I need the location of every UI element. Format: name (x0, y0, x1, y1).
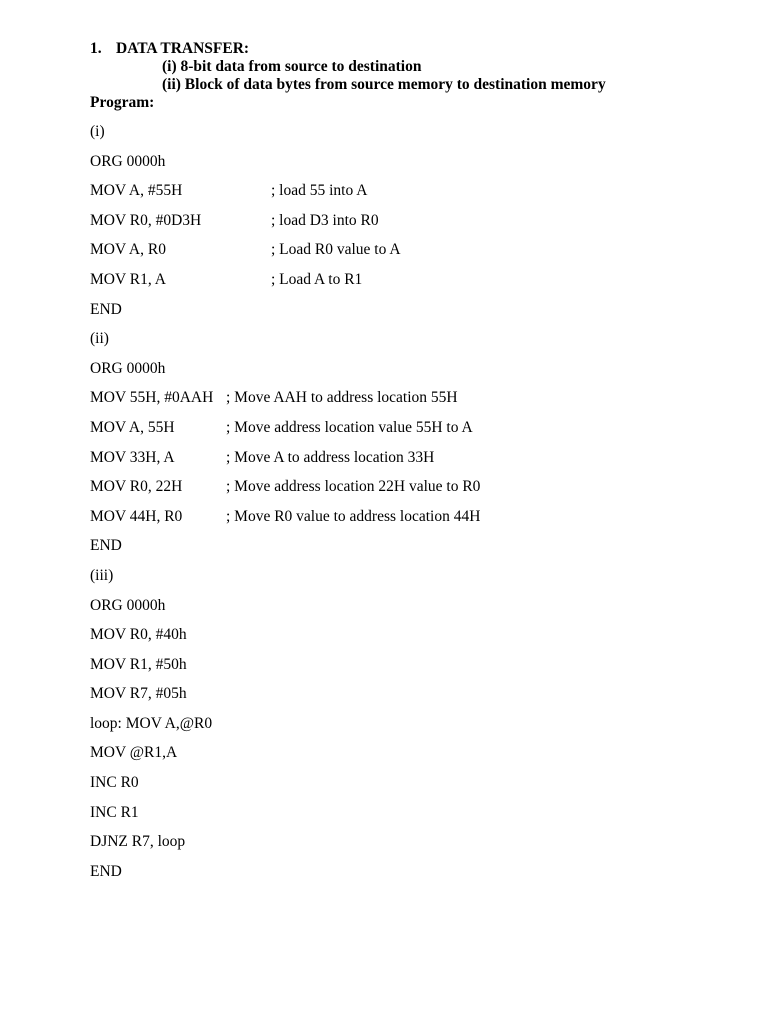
instruction: INC R1 (90, 803, 139, 821)
program-i-label: (i) (90, 123, 105, 140)
section-title: DATA TRANSFER: (116, 40, 250, 57)
comment: ; Load R0 value to A (271, 241, 401, 259)
code-line (90, 443, 730, 473)
instruction: MOV R1, #50h (90, 655, 187, 673)
instruction: INC R0 (90, 774, 139, 792)
instruction: MOV A, #55H (90, 182, 183, 200)
code-line (90, 383, 730, 413)
instruction: MOV R0, #40h (90, 626, 187, 644)
program-listing (90, 117, 730, 886)
program-label: Program: (90, 94, 155, 111)
comment: ; Move address location 22H value to R0 (226, 478, 481, 496)
program-ii-end: END (90, 537, 122, 555)
code-line (90, 827, 730, 857)
code-line (90, 738, 730, 768)
instruction: MOV 33H, A (90, 448, 175, 466)
comment: ; Load A to R1 (271, 270, 363, 288)
instruction: MOV R1, A (90, 270, 166, 288)
instruction: MOV R7, #05h (90, 685, 187, 703)
comment: ; Move A to address location 33H (226, 448, 435, 466)
code-line (90, 620, 730, 650)
instruction: loop: MOV A,@R0 (90, 714, 213, 732)
program-ii-label: (ii) (90, 330, 109, 348)
instruction: DJNZ R7, loop (90, 833, 186, 851)
code-line (90, 472, 730, 502)
instruction: MOV @R1,A (90, 744, 178, 762)
program-iii-org: ORG 0000h (90, 596, 166, 614)
code-line (90, 265, 730, 295)
section-heading (90, 40, 249, 58)
code-line (90, 502, 730, 532)
code-line (90, 176, 730, 206)
program-i-org: ORG 0000h (90, 152, 166, 170)
instruction: MOV R0, #0D3H (90, 211, 202, 229)
code-line (90, 768, 730, 798)
code-line (90, 679, 730, 709)
program-iii-end: END (90, 862, 122, 880)
comment: ; load 55 into A (271, 182, 368, 200)
comment: ; Move address location value 55H to A (226, 418, 473, 436)
subtitle-block-transfer: (ii) Block of data bytes from source memory to destination memory (162, 76, 606, 93)
code-line (90, 709, 730, 739)
instruction: MOV 55H, #0AAH (90, 389, 214, 407)
comment: ; load D3 into R0 (271, 211, 379, 229)
instruction: MOV A, 55H (90, 418, 175, 436)
code-line (90, 413, 730, 443)
instruction: MOV 44H, R0 (90, 507, 183, 525)
code-line (90, 798, 730, 828)
instruction: MOV R0, 22H (90, 478, 183, 496)
program-ii-org: ORG 0000h (90, 359, 166, 377)
comment: ; Move R0 value to address location 44H (226, 507, 481, 525)
subtitle-8bit-transfer: (i) 8-bit data from source to destination (162, 58, 422, 75)
code-line (90, 235, 730, 265)
instruction: MOV A, R0 (90, 241, 166, 259)
program-i-end: END (90, 300, 122, 318)
code-line (90, 650, 730, 680)
section-number: 1. (90, 40, 102, 57)
comment: ; Move AAH to address location 55H (226, 389, 458, 407)
program-iii-label: (iii) (90, 566, 114, 584)
code-line (90, 206, 730, 236)
